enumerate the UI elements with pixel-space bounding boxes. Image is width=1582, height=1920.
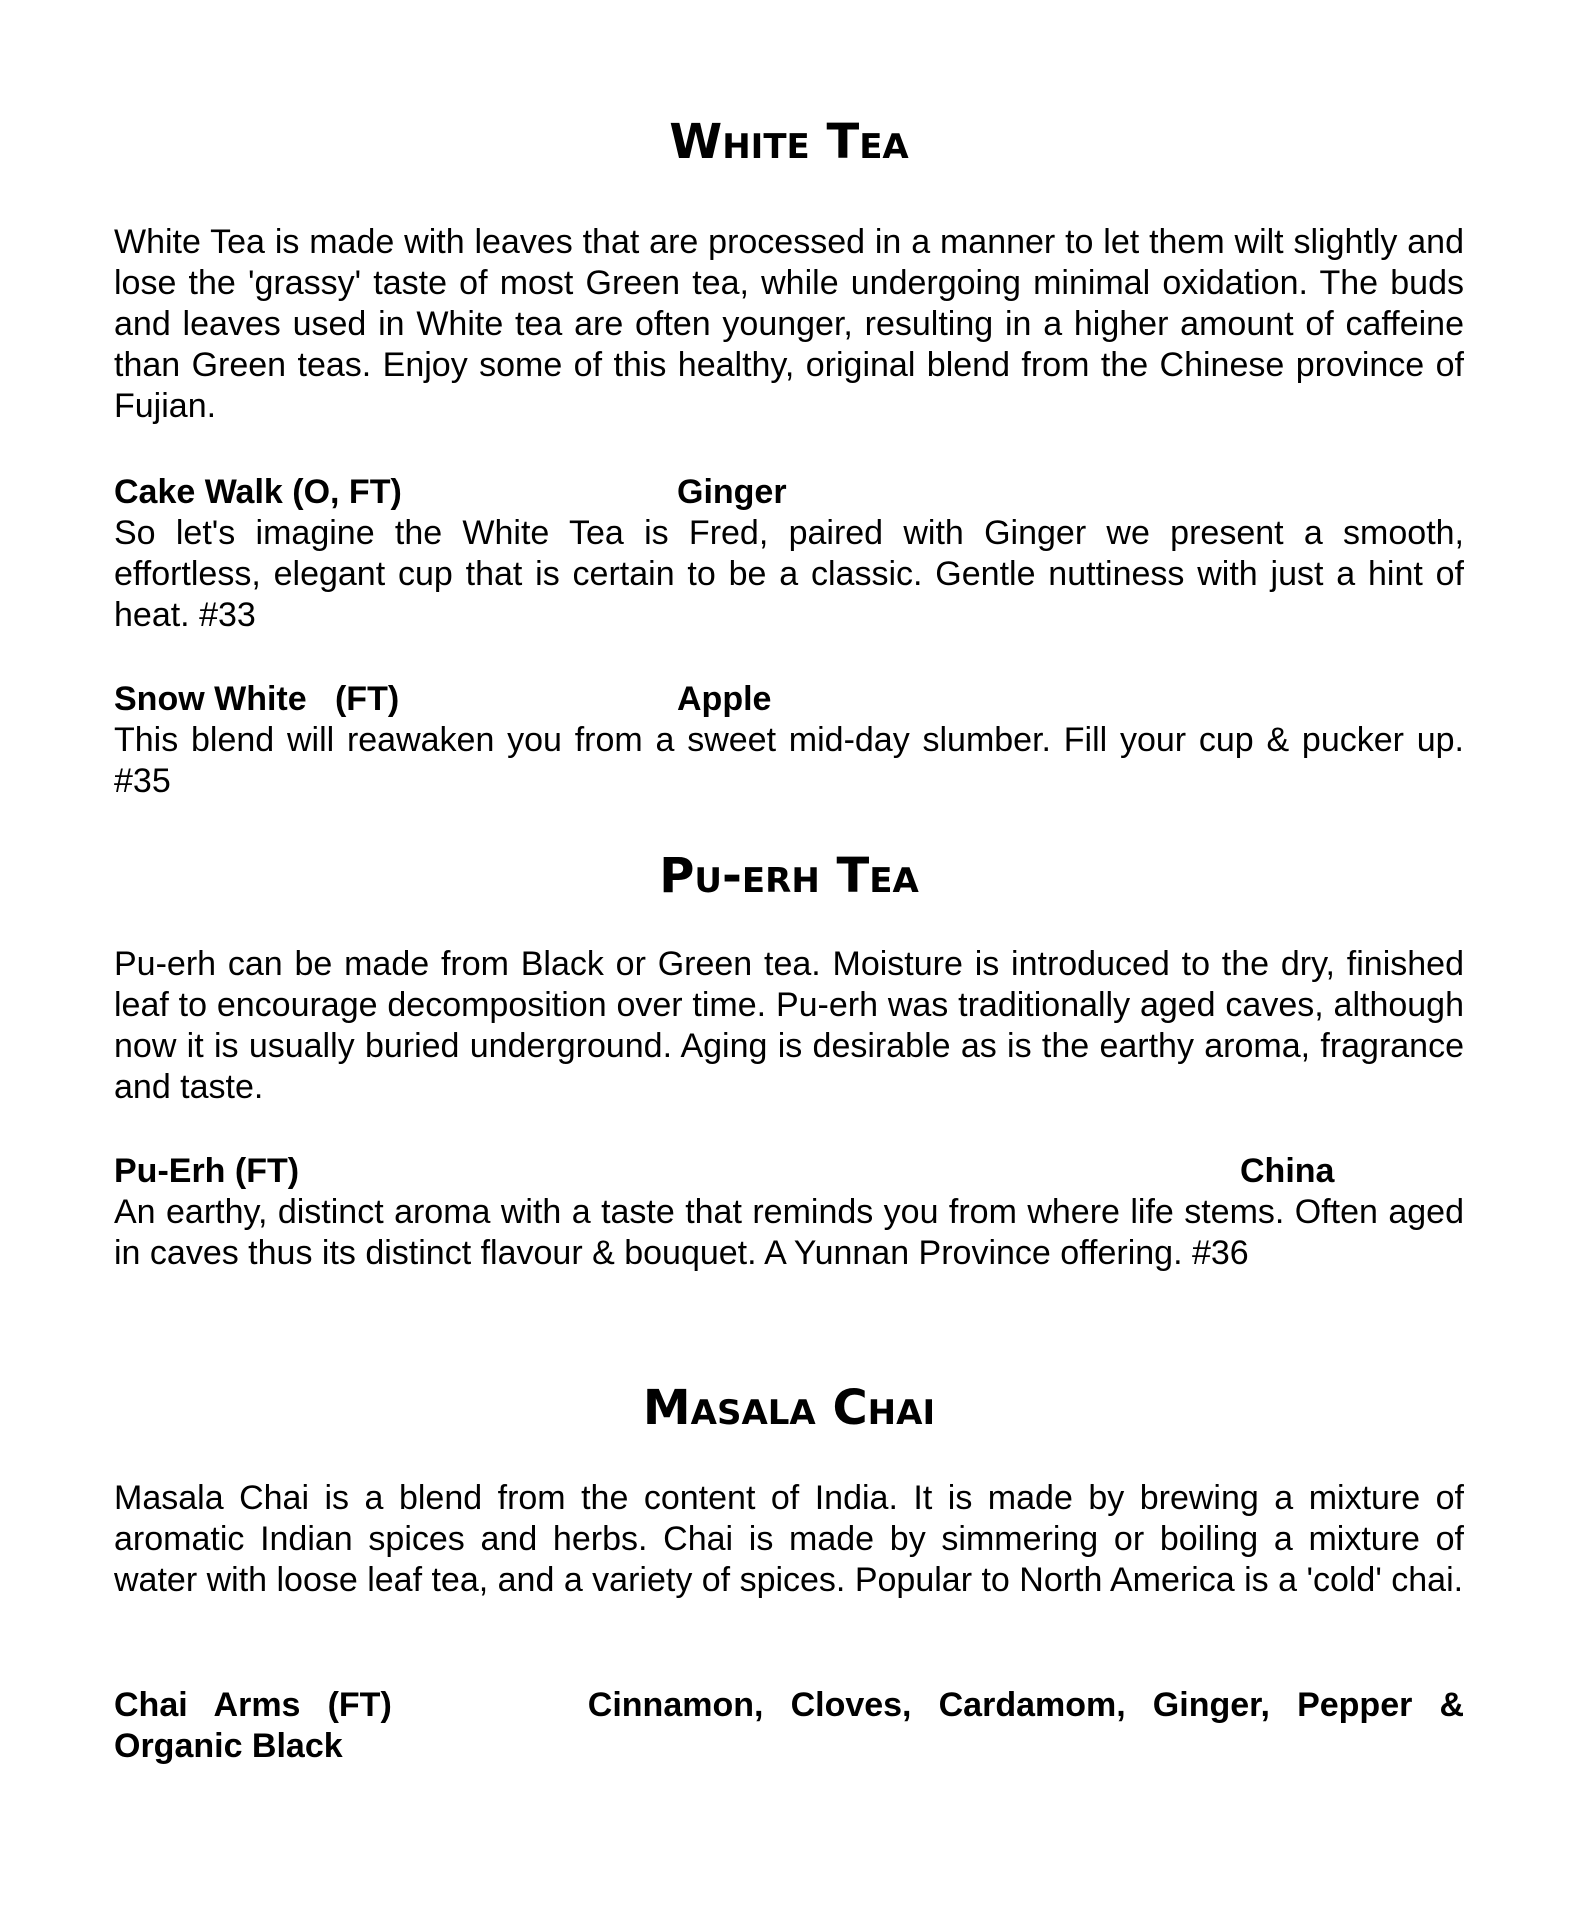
tea-header-pu-erh: [114, 1151, 1464, 1192]
tea-flavour: Cinnamon, Cloves, Cardamom, Ginger, Pepper & Organic Black: [114, 1686, 1465, 1765]
tea-header-snow-white: [114, 679, 1464, 720]
section-intro-masala-chai: Masala Chai is a blend from the content of India. It is made by brewing a mixture of aromatic Indian spices and herbs. Chai is made by simmering or boiling a mixture of water with loose leaf tea, and a variety of spices. Popular to North America is a 'cold' chai.: [114, 1479, 1464, 1599]
section-intro-pu-erh-tea: Pu-erh can be made from Black or Green tea. Moisture is introduced to the dry, finished leaf to encourage decomposition over time. Pu-erh was traditionally aged caves, although now it is usually buried underground. Aging is desirable as is the earthy aroma, fragrance and taste.: [114, 945, 1464, 1106]
section-intro-white-tea: White Tea is made with leaves that are processed in a manner to let them wilt slightly and lose the 'grassy' taste of most Green tea, while undergoing minimal oxidation. The buds and leaves used in White tea are often younger, resulting in a higher amount of caffeine than Green teas. Enjoy some of this healthy, original blend from the Chinese province of Fujian.: [114, 223, 1464, 425]
tea-header-chai-arms: [114, 1685, 1464, 1767]
tea-name: Cake Walk (O, FT): [114, 473, 402, 511]
tea-header-cake-walk: [114, 472, 1464, 513]
tea-name: Snow White (FT): [114, 680, 400, 718]
tea-flavour: Apple: [677, 680, 772, 718]
tea-description-cake-walk: So let's imagine the White Tea is Fred, paired with Ginger we present a smooth, effortless, elegant cup that is certain to be a classic. Gentle nuttiness with just a hint of heat. #33: [114, 514, 1464, 634]
tea-name: Pu-Erh (FT): [114, 1152, 300, 1190]
tea-flavour: China: [1240, 1152, 1335, 1190]
section-title-pu-erh-tea: Pu-erh Tea: [659, 848, 919, 904]
tea-entry-text: [114, 1685, 1464, 1767]
tea-description-pu-erh: An earthy, distinct aroma with a taste that reminds you from where life stems. Often aged in caves thus its distinct flavour & bouquet. A Yunnan Province offering. #36: [114, 1193, 1464, 1272]
tea-flavour: Ginger: [677, 473, 787, 511]
section-title-masala-chai: Masala Chai: [642, 1380, 936, 1436]
tea-description-snow-white: This blend will reawaken you from a sweet mid-day slumber. Fill your cup & pucker up. #35: [114, 721, 1464, 800]
tea-name: Chai Arms (FT): [114, 1686, 392, 1724]
section-title-white-tea: White Tea: [669, 114, 909, 170]
